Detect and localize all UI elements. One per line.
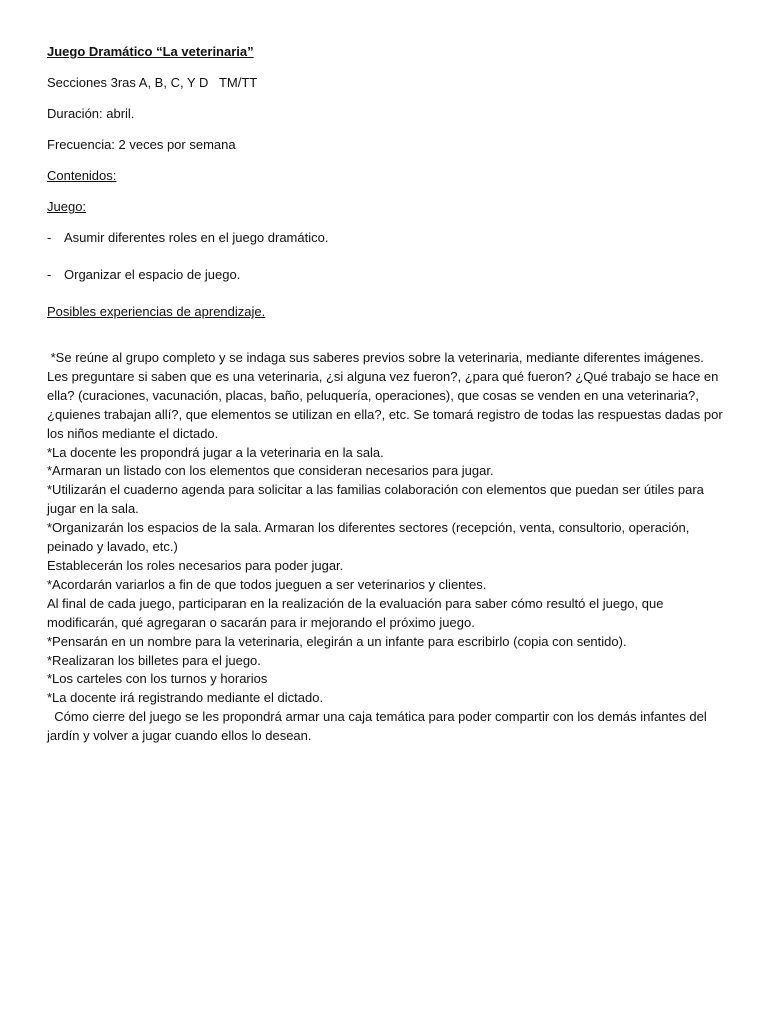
frecuencia-line: Frecuencia: 2 veces por semana: [47, 137, 236, 152]
bullet-dash: -: [47, 230, 52, 245]
document-page: [47, 44, 727, 746]
contenidos-heading: Contenidos:: [47, 168, 117, 183]
juego-heading: Juego:: [47, 199, 87, 214]
paragraph: *Armaran un listado con los elementos que consideran necesarios para jugar.: [47, 463, 494, 479]
paragraph: *La docente irá registrando mediante el dictado.: [47, 690, 324, 706]
experiencias-heading: Posibles experiencias de aprendizaje.: [47, 304, 266, 319]
experiences-body: [47, 349, 727, 746]
paragraph: *Se reúne al grupo completo y se indaga sus saberes previos sobre la veterinaria, mediante diferentes imágenes. Les preguntare si saben que es una veterinaria, ¿si alguna vez fueron?, ¿para qué fueron? ¿Qué trabajo se hace en ella? (curaciones, vacunación, placas, baño, peluquería, operaciones), que cosas se venden en una veterinaria?, ¿quienes trabajan allí?, que elementos se utilizan en ella?, etc. Se tomará registro de todas las respuestas dadas por los niños mediante el dictado.: [47, 350, 727, 441]
paragraph: Al final de cada juego, participaran en la realización de la evaluación para saber cómo resultó el juego, que modificarán, qué agregaran o sacarán para ir mejorando el próximo juego.: [47, 595, 668, 630]
paragraph: *Pensarán en un nombre para la veterinaria, elegirán a un infante para escribirlo (copia con sentido).: [47, 633, 627, 649]
paragraph: *Los carteles con los turnos y horarios: [47, 671, 268, 687]
secciones-line: Secciones 3ras A, B, C, Y D TM/TT: [47, 75, 258, 90]
paragraph: *La docente les propondrá jugar a la veterinaria en la sala.: [47, 444, 384, 460]
paragraph: Establecerán los roles necesarios para poder jugar.: [47, 557, 344, 573]
list-item: [47, 230, 727, 246]
paragraph: *Acordarán variarlos a fin de que todos jueguen a ser veterinarios y clientes.: [47, 576, 487, 592]
paragraph: *Organizarán los espacios de la sala. Armaran los diferentes sectores (recepción, venta, consultorio, operación, peinado y lavado, etc.): [47, 520, 694, 555]
list-item: [47, 267, 727, 283]
paragraph: *Utilizarán el cuaderno agenda para solicitar a las familias colaboración con elementos que puedan ser útiles para jugar en la sala.: [47, 482, 708, 517]
document-title: Juego Dramático “La veterinaria”: [47, 44, 254, 59]
bullet-dash: -: [47, 267, 52, 282]
duracion-line: Duración: abril.: [47, 106, 135, 121]
paragraph: *Realizaran los billetes para el juego.: [47, 652, 261, 668]
bullet-text: Organizar el espacio de juego.: [64, 267, 241, 282]
bullet-text: Asumir diferentes roles en el juego dramático.: [64, 230, 329, 245]
paragraph: Cómo cierre del juego se les propondrá armar una caja temática para poder compartir con los demás infantes del jardín y volver a jugar cuando ellos lo desean.: [47, 709, 711, 744]
